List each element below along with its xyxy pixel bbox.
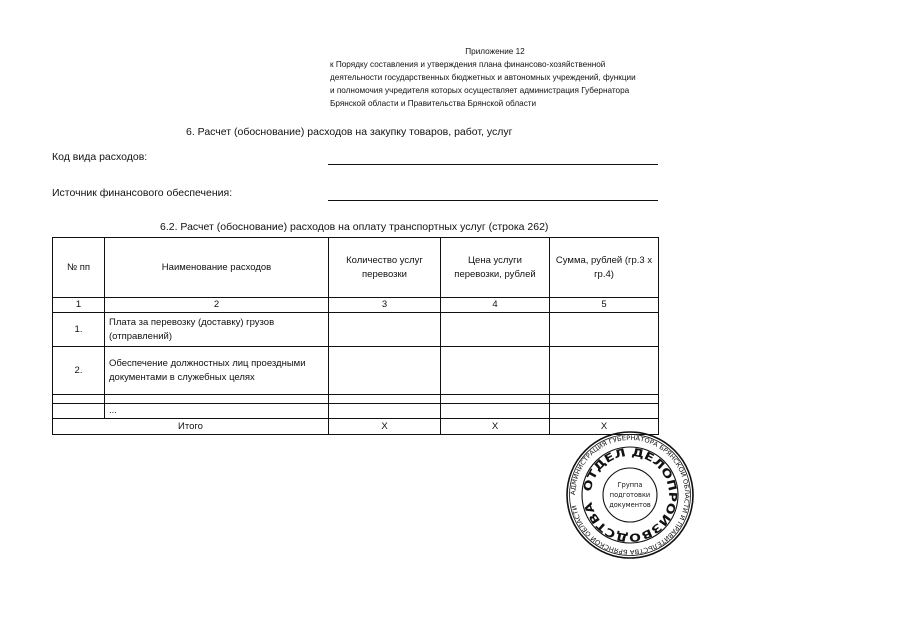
- header-num: № пп: [53, 238, 105, 298]
- appendix-line: к Порядку составления и утверждения плана финансово-хозяйственной: [330, 60, 606, 69]
- table-row: [53, 347, 659, 395]
- total-sum: X: [550, 419, 659, 435]
- table-title: 6.2. Расчет (обоснование) расходов на оплату транспортных услуг (строка 262): [160, 221, 549, 233]
- row-sum: [550, 347, 659, 395]
- seal-center-line: подготовки: [609, 491, 651, 499]
- row-sum: [550, 404, 659, 419]
- appendix-header: [330, 45, 690, 110]
- header-qty: Количество услуг перевозки: [329, 238, 441, 298]
- table-row: [53, 404, 659, 419]
- row-price: [441, 404, 550, 419]
- appendix-line: и полномочия учредителя которых осуществляет администрация Губернатора: [330, 86, 630, 95]
- row-price: [441, 395, 550, 404]
- table-row: [53, 313, 659, 347]
- seal-center-line: Группа: [617, 481, 643, 489]
- total-qty: X: [329, 419, 441, 435]
- expense-code-label: Код вида расходов:: [52, 151, 148, 163]
- row-name: [105, 395, 329, 404]
- row-num: 2.: [53, 347, 105, 395]
- row-name: Плата за перевозку (доставку) грузов (отправлений): [105, 313, 329, 347]
- table-row: [53, 395, 659, 404]
- row-sum: [550, 395, 659, 404]
- row-qty: [329, 313, 441, 347]
- funding-source-line: [328, 200, 658, 201]
- header-price: Цена услуги перевозки, рублей: [441, 238, 550, 298]
- section-title: 6. Расчет (обоснование) расходов на закупку товаров, работ, услуг: [186, 126, 513, 138]
- appendix-line: Брянской области и Правительства Брянской области: [330, 99, 537, 108]
- header-name: Наименование расходов: [105, 238, 329, 298]
- row-sum: [550, 313, 659, 347]
- table-header-row: [53, 238, 659, 298]
- column-number: 2: [105, 298, 329, 313]
- seal-outer-text: АДМИНИСТРАЦИЯ ГУБЕРНАТОРА БРЯНСКОЙ ОБЛАСТИ И ПРАВИТЕЛЬСТВА БРЯНСКОЙ ОБЛАСТИ: [569, 434, 691, 556]
- appendix-title: Приложение 12: [465, 47, 525, 56]
- column-number-row: [53, 298, 659, 313]
- row-num: [53, 395, 105, 404]
- row-price: [441, 313, 550, 347]
- header-sum: Сумма, рублей (гр.3 х гр.4): [550, 238, 659, 298]
- row-name: Обеспечение должностных лиц проездными документами в служебных целях: [105, 347, 329, 395]
- row-num: [53, 404, 105, 419]
- row-name: ...: [105, 404, 329, 419]
- appendix-line: деятельности государственных бюджетных и автономных учреждений, функции: [330, 73, 636, 82]
- column-number: 3: [329, 298, 441, 313]
- seal-center-line: документов: [609, 501, 651, 509]
- funding-source-label: Источник финансового обеспечения:: [52, 187, 233, 199]
- column-number: 5: [550, 298, 659, 313]
- official-seal: [565, 430, 695, 560]
- column-number: 4: [441, 298, 550, 313]
- total-price: X: [441, 419, 550, 435]
- seal-ring-text: ОТДЕЛ ДЕЛОПРОИЗВОДСТВА: [580, 445, 680, 545]
- row-num: 1.: [53, 313, 105, 347]
- row-qty: [329, 347, 441, 395]
- calculation-table: [52, 237, 659, 435]
- expense-code-line: [328, 164, 658, 165]
- row-qty: [329, 395, 441, 404]
- column-number: 1: [53, 298, 105, 313]
- row-price: [441, 347, 550, 395]
- total-label: Итого: [53, 419, 329, 435]
- row-qty: [329, 404, 441, 419]
